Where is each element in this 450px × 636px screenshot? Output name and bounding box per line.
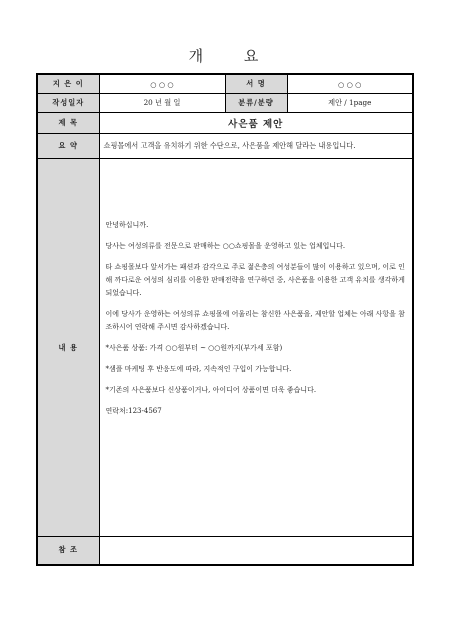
subject-label: 제 목 xyxy=(37,113,99,134)
paragraph-3: 이에 당사가 운영하는 여성의류 쇼핑몰에 어울리는 참신한 사은품을, 제안할 업체는 아래 사항을 참조하시어 연락해 주시면 감사하겠습니다. xyxy=(105,310,405,331)
title-char-1: 개 xyxy=(188,47,207,65)
summary-value: 쇼핑몰에서 고객을 유치하기 위한 수단으로, 사은품을 제안해 달라는 내용입니다. xyxy=(99,134,413,159)
title-char-2: 요 xyxy=(243,47,262,65)
item-3: *기존의 사은품보다 신상품이거나, 아이디어 상품이면 더욱 좋습니다. xyxy=(105,386,317,394)
page-title xyxy=(0,45,450,66)
paragraph-1: 당사는 여성의류를 전문으로 판매하는 ○○쇼핑몰을 운영하고 있는 업체입니다. xyxy=(105,242,346,250)
author-row xyxy=(37,74,413,94)
reference-label: 참 조 xyxy=(37,537,99,565)
category-value: 제안 / 1page xyxy=(287,94,413,113)
contact-text: 연락처:123-4567 xyxy=(105,407,162,415)
date-value: 20 년 월 일 xyxy=(99,94,225,113)
author-label: 지 은 이 xyxy=(37,74,99,94)
reference-row xyxy=(37,537,413,565)
date-label: 작성일자 xyxy=(37,94,99,113)
content-body xyxy=(99,159,413,537)
category-label: 분류/분량 xyxy=(225,94,287,113)
greeting-text: 안녕하십니까. xyxy=(105,221,149,229)
item-2: *샘플 마케팅 후 반응도에 따라, 지속적인 구입이 가능합니다. xyxy=(105,365,292,373)
date-row xyxy=(37,94,413,113)
overview-form xyxy=(36,73,414,566)
subject-value: 사은품 제안 xyxy=(99,113,413,134)
author-value: ○ ○ ○ xyxy=(99,74,225,94)
summary-row xyxy=(37,134,413,159)
signature-value: ○ ○ ○ xyxy=(287,74,413,94)
reference-value xyxy=(99,537,413,565)
paragraph-2: 타 쇼핑몰보다 앞서가는 패션과 감각으로 주로 젊은층의 여성분들이 많이 이용하고 있으며, 이로 인해 까다로운 여성의 심리를 이용한 판매전략을 연구하던 중, 사은품을 이용한 고객 유치를 생각하게 되었습니다. xyxy=(105,263,405,297)
subject-row xyxy=(37,113,413,134)
content-label: 내 용 xyxy=(37,159,99,537)
item-1: *사은품 상품: 가격 ○○원부터 ~ ○○원까지(부가세 포함) xyxy=(105,344,283,352)
summary-label: 요 약 xyxy=(37,134,99,159)
signature-label: 서 명 xyxy=(225,74,287,94)
content-row xyxy=(37,159,413,537)
